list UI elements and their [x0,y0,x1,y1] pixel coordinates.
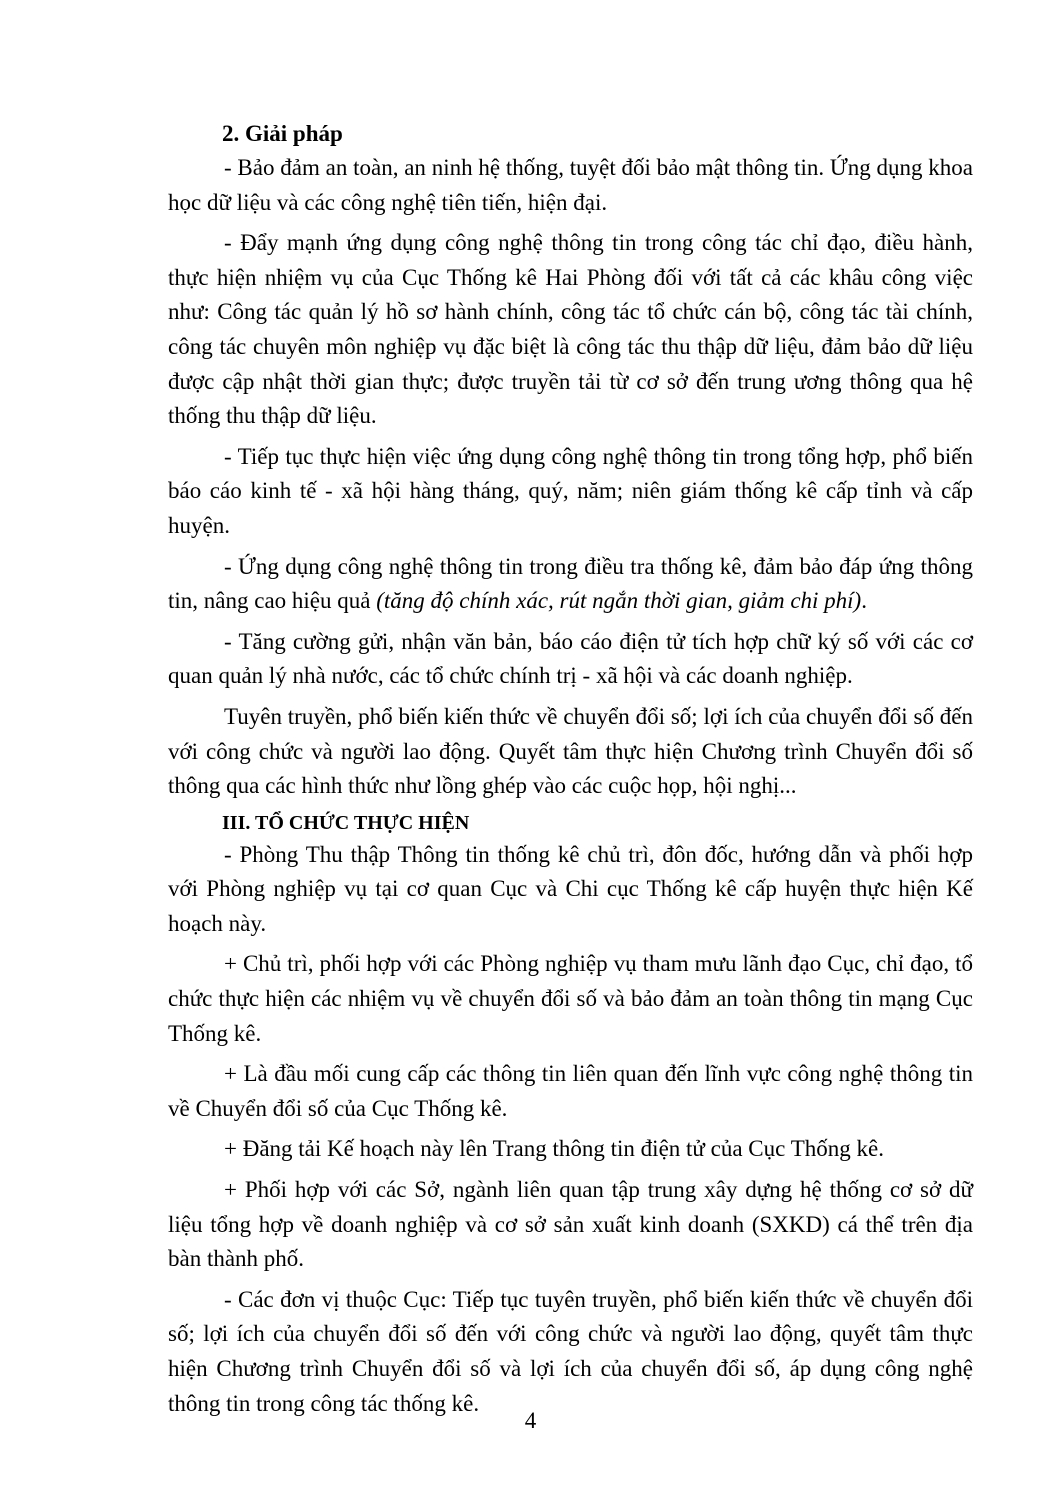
paragraph: - Tiếp tục thực hiện việc ứng dụng công nghệ thông tin trong tổng hợp, phổ biến báo cáo kinh tế - xã hội hàng tháng, quý, năm; niên giám thống kê cấp tỉnh và cấp huyện. [168,443,973,538]
page-content [168,120,973,1427]
paragraph: + Đăng tải Kế hoạch này lên Trang thông tin điện tử của Cục Thống kê. [224,1136,884,1162]
paragraph: - Phòng Thu thập Thông tin thống kê chủ trì, đôn đốc, hướng dẫn và phối hợp với Phòng nghiệp vụ tại cơ quan Cục và Chi cục Thống kê cấp huyện thực hiện Kế hoạch này. [168,841,973,936]
page-number: 4 [524,1408,537,1433]
paragraph: + Phối hợp với các Sở, ngành liên quan tập trung xây dựng hệ thống cơ sở dữ liệu tổng hợp về doanh nghiệp và cơ sở sản xuất kinh doanh (SXKD) cá thể trên địa bàn thành phố. [168,1177,973,1272]
paragraph: - Tăng cường gửi, nhận văn bản, báo cáo điện tử tích hợp chữ ký số với các cơ quan quản lý nhà nước, các tổ chức chính trị - xã hội và các doanh nghiệp. [168,628,973,689]
part-heading: III. TỔ CHỨC THỰC HIỆN [222,811,470,834]
section-heading: 2. Giải pháp [222,121,343,146]
paragraph-with-italic [168,550,973,619]
italic-note: (tăng độ chính xác, rút ngắn thời gian, giảm chi phí) [376,588,862,614]
paragraph: + Chủ trì, phối hợp với các Phòng nghiệp vụ tham mưu lãnh đạo Cục, chỉ đạo, tổ chức thực hiện các nhiệm vụ về chuyển đổi số và bảo đảm an toàn thông tin mạng Cục Thống kê. [168,951,973,1046]
paragraph: Tuyên truyền, phổ biến kiến thức về chuyển đổi số; lợi ích của chuyển đổi số đến với công chức và người lao động. Quyết tâm thực hiện Chương trình Chuyển đổi số thông qua các hình thức như lồng ghép vào các cuộc họp, hội nghị... [168,703,973,799]
paragraph: + Là đầu mối cung cấp các thông tin liên quan đến lĩnh vực công nghệ thông tin về Chuyển đổi số của Cục Thống kê. [168,1061,973,1121]
paragraph-text: - Ứng dụng công nghệ thông tin trong điều tra thống kê, đảm bảo đáp ứng thông tin, nâng cao hiệu quả [168,553,973,614]
paragraph: - Các đơn vị thuộc Cục: Tiếp tục tuyên truyền, phổ biến kiến thức về chuyển đổi số; lợi ích của chuyển đổi số đến với công chức và người lao động, quyết tâm thực hiện Chương trình Chuyển đổi số và lợi ích của chuyển đổi số, áp dụng công nghệ thông tin trong công tác thống kê. [168,1286,973,1416]
paragraph: - Bảo đảm an toàn, an ninh hệ thống, tuyệt đối bảo mật thông tin. Ứng dụng khoa học dữ liệu và các công nghệ tiên tiến, hiện đại. [168,155,973,215]
paragraph-tail: . [861,588,867,614]
paragraph: - Đẩy mạnh ứng dụng công nghệ thông tin trong công tác chỉ đạo, điều hành, thực hiện nhiệm vụ của Cục Thống kê Hai Phòng đối với tất cả các khâu công việc như: Công tác quản lý hồ sơ hành chính, công tác tổ chức cán bộ, công tác tài chính, công tác chuyên môn nghiệp vụ đặc biệt là công tác thu thập dữ liệu, đảm bảo dữ liệu được cập nhật thời gian thực; được truyền tải từ cơ sở đến trung ương thông qua hệ thống thu thập dữ liệu. [168,230,973,429]
